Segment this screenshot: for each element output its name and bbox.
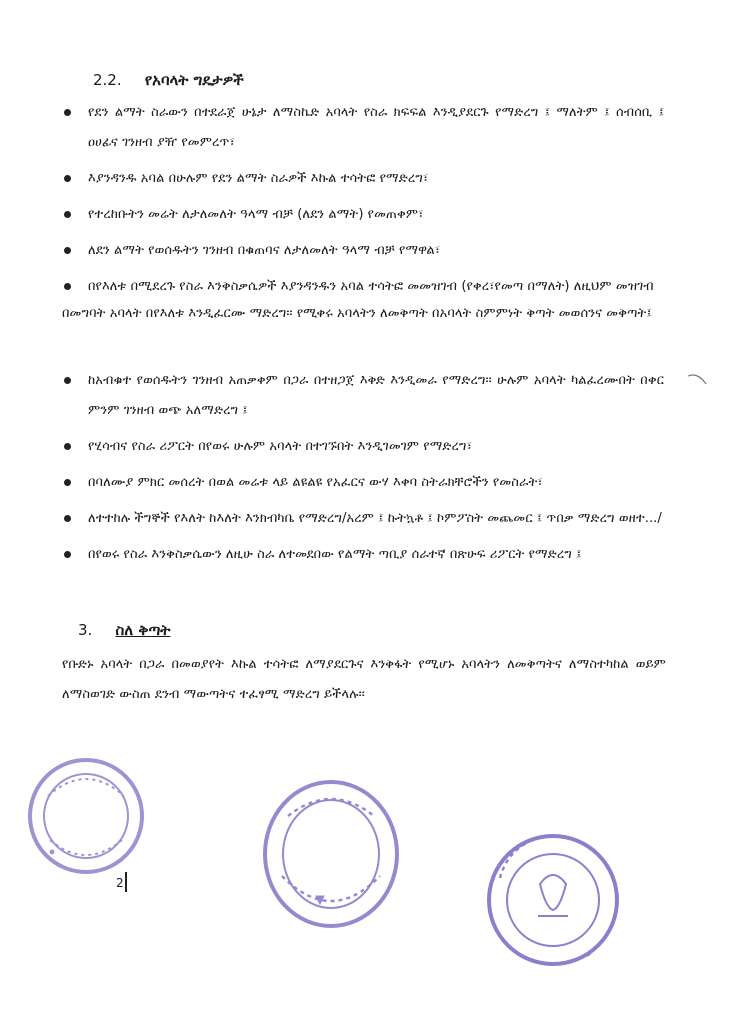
center-stamp-seal xyxy=(256,776,406,936)
section-number: 3. xyxy=(78,621,93,639)
list-item xyxy=(64,236,664,266)
bullet-icon xyxy=(64,515,71,522)
list-item-text: ከአብቁተ የወሰዱትን ገንዘብ አጠቃቀም በጋራ በተዘጋጀ እቅድ እንዲመራ የማድረግ፡፡ ሁሉም አባላት ካልፈረሙበት በቀር ምንም ገንዘብ ወጭ አለማድረግ ፤ xyxy=(88,373,664,418)
list-item-text: የተረከቡትን መሬት ለታለመለት ዓላማ ብቻ (ለደን ልማት) የመጠቀም፣ xyxy=(88,207,424,222)
list-item-text: የደን ልማት ስራውን በተደራጀ ሁኔታ ለማስኬድ አባላት የስራ ክፍፍል እንዲያደርጉ የማድረግ ፤ ማለትም ፤ ሰብሰቢ ፤ ዐሀፊና ገንዘብ ያዥ የመምረጥ፣ xyxy=(88,105,664,150)
list-item xyxy=(64,366,664,426)
right-stamp-seal xyxy=(478,818,628,986)
list-item-text: በባለሙያ ምክር መሰረት በወል መሬቱ ላይ ልዩልዩ የአፈርና ውሃ እቀባ ስትራክቸሮችን የመስራት፣ xyxy=(88,475,543,490)
bullet-icon xyxy=(64,479,71,486)
obligations-list xyxy=(64,366,664,576)
left-stamp-seal xyxy=(22,752,152,882)
penalty-paragraph: የቡድኑ አባላት በጋራ በመወያየት እኩል ተሳትፎ ለማያደርጉና እንቅፋት የሚሆኑ አባላትን ለመቅጣትና ለማስተካከል ወይም ለማስወገድ ውስጠ ደንብ ማውጣትና ተፈፃሚ ማድረግ ይችላሉ፡፡ xyxy=(62,657,666,702)
list-item xyxy=(64,200,664,230)
list-item-text: ለተተከሉ ችግኞች የእለት ከእለት እንክብካቤ የማድረግ/አረም ፤ ኩትኳቶ ፤ ኮምፖስት መጨመር ፤ ጥበቃ ማድረግ ወዘተ.../ xyxy=(88,511,662,526)
page-number: 2 xyxy=(116,876,124,890)
duties-list xyxy=(64,98,664,308)
bullet-icon xyxy=(64,283,71,290)
list-item-text: የሂሳብና የስራ ሪፖርት በየወሩ ሁሉም አባላት በተገኙበት እንዲገመገም የማድረግ፣ xyxy=(88,439,472,454)
scan-mark-icon xyxy=(686,372,710,388)
bullet-icon xyxy=(64,211,71,218)
list-item-text: እያንዳንዱ አባል በሁሉም የደን ልማት ስራዎች እኩል ተሳትፎ የማድረግ፣ xyxy=(88,171,429,186)
section-3-heading xyxy=(78,621,170,639)
bullet-icon xyxy=(64,443,71,450)
bullet-icon xyxy=(64,109,71,116)
list-item-text: በየወሩ የስራ እንቅስቃሴውን ለዚሁ ስራ ለተመደበው የልማት ጣቢያ ሰራተኛ በጽሁፍ ሪፖርት የማድረግ ፤ xyxy=(88,547,582,562)
list-item xyxy=(64,432,664,462)
list-item xyxy=(64,98,664,158)
page-number-divider xyxy=(125,872,127,892)
bullet-icon xyxy=(64,377,71,384)
section-number: 2.2. xyxy=(93,71,122,89)
list-item xyxy=(64,164,664,194)
list-item-text: ለደን ልማት የወሰዱትን ገንዘብ በቁጠባና ለታለመለት ዓላማ ብቻ የማዋል፣ xyxy=(88,243,441,258)
section-title: ስለ ቅጣት xyxy=(115,621,171,639)
list-item-text: በየእለቱ በሚደረጉ የስራ እንቅስቃሴዎች እያንዳንዱን አባል ተሳትፎ መመዝገብ (የቀረ፣የመጣ በማለት) ለዚህም መዝገብ xyxy=(88,279,654,294)
bullet-icon xyxy=(64,551,71,558)
attendance-paragraph: በመግባት አባላት በየእለቱ እንዲፈርሙ ማድረግ፡፡ የሚቀሩ አባላትን ለመቅጣት በአባላት ስምምነት ቅጣት መወሰንና መቅጣት፤ xyxy=(62,306,652,321)
list-item xyxy=(64,504,664,534)
bullet-icon xyxy=(64,175,71,182)
list-item xyxy=(64,468,664,498)
section-2-2-heading xyxy=(93,71,244,89)
list-item xyxy=(64,272,664,302)
list-item xyxy=(64,540,664,570)
section-title: የአባላት ግዴታዎች xyxy=(144,71,244,89)
bullet-icon xyxy=(64,247,71,254)
